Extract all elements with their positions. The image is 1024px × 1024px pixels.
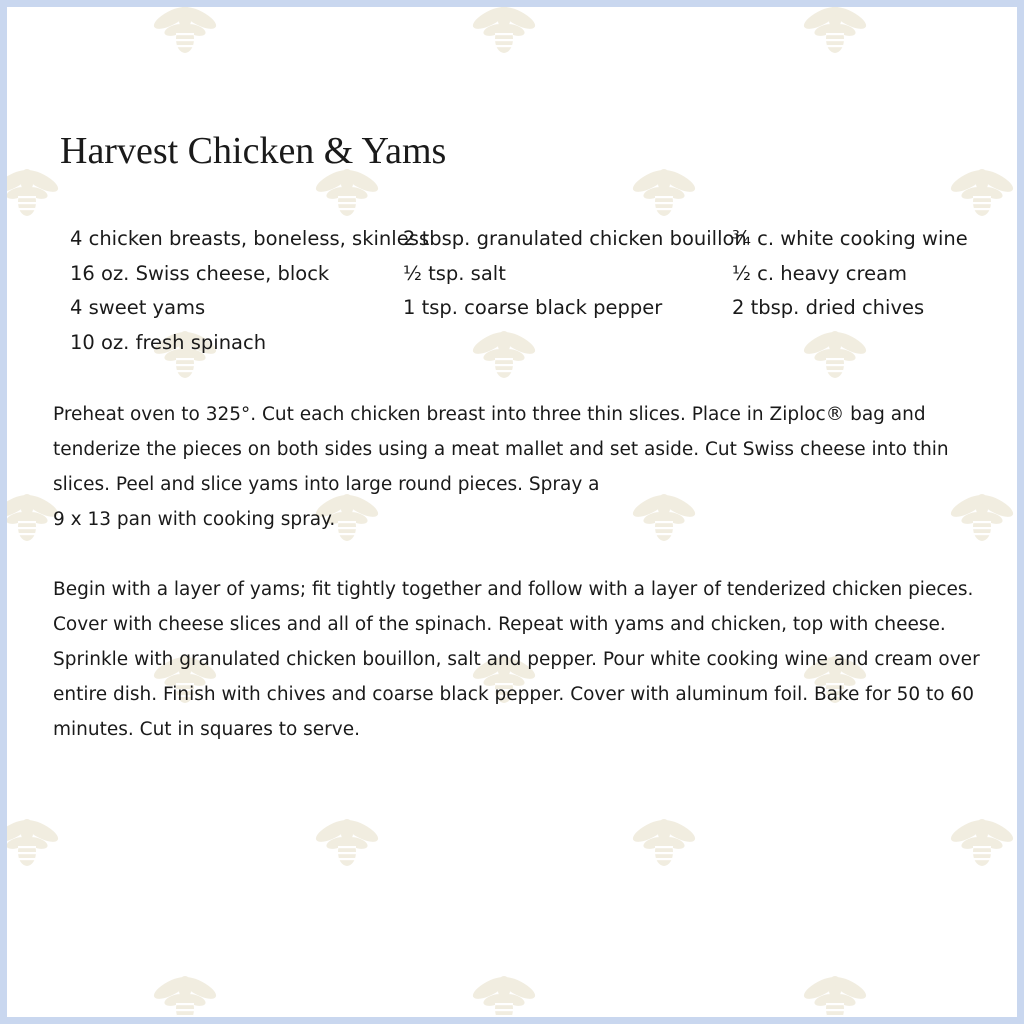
- ingredient-item: ½ c. heavy cream: [732, 261, 908, 285]
- ingredient-item: ¾ c. white cooking wine: [732, 227, 968, 250]
- ingredient-item: ½ tsp. salt: [403, 261, 506, 285]
- ingredient-item: 1 tsp. coarse black pepper: [403, 296, 663, 320]
- ingredient-item: 10 oz. fresh spinach: [70, 331, 267, 355]
- directions-paragraph: Begin with a layer of yams; fit tightly together and follow with a layer of tenderized chicken pieces. Cover with cheese slices and all of the spinach. Repeat with yams and chicken, top with cheese. Sprinkle with granulated chicken bouillon, salt and pepper. Pour white cooking wine and cream over entire dish. Finish with chives and coarse black pepper. Cover with aluminum foil. Bake for 50 to 60 minutes. Cut in squares to serve.: [53, 579, 980, 740]
- recipe-title: Harvest Chicken & Yams: [60, 130, 447, 172]
- ingredients-column-1: [70, 222, 429, 361]
- ingredients-column-2: [403, 222, 747, 326]
- recipe-content: [7, 7, 1017, 1017]
- ingredient-item: 16 oz. Swiss cheese, block: [70, 261, 330, 285]
- directions-paragraph: Preheat oven to 325°. Cut each chicken breast into three thin slices. Place in Ziploc® bag and tenderize the pieces on both sides using a meat mallet and set aside. Cut Swiss cheese into thin slices. Peel and slice yams into large round pieces. Spray a 9 x 13 pan with cooking spray.: [53, 404, 949, 530]
- ingredient-item: 4 chicken breasts, boneless, skinless: [70, 227, 430, 250]
- ingredients-column-3: [732, 222, 968, 326]
- ingredient-item: 2 tbsp. granulated chicken bouillon: [403, 227, 747, 250]
- ingredient-item: 4 sweet yams: [70, 296, 206, 320]
- ingredient-item: 2 tbsp. dried chives: [732, 296, 925, 320]
